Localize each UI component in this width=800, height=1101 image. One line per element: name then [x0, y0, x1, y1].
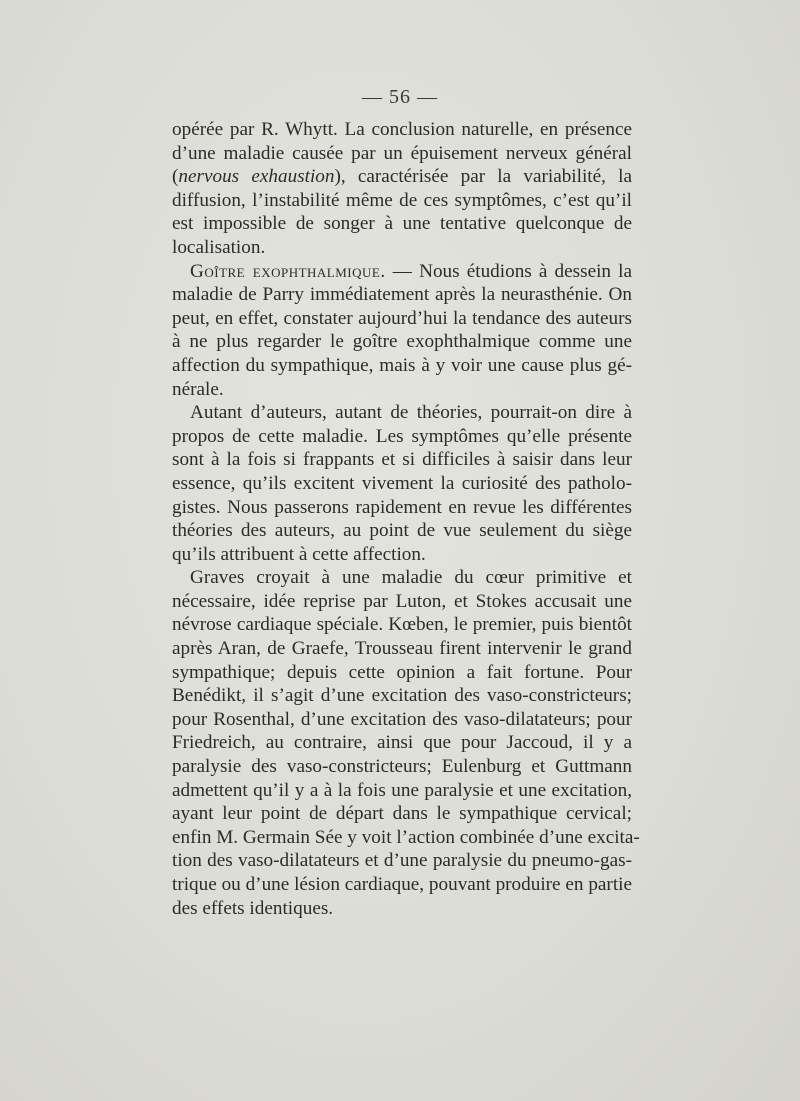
text-fragment: d’une maladie causée par un épuisement nerveux général [172, 142, 632, 164]
text-fragment: qu’ils attribuent à cette affection. [172, 543, 426, 565]
text-line [172, 661, 632, 685]
text-fragment: théories des auteurs, au point de vue seulement du siège [172, 520, 632, 542]
text-fragment: sympathique; depuis cette opinion a fait fortune. Pour [172, 661, 632, 683]
italic-phrase: nervous exhaustion [178, 166, 335, 188]
text-fragment: nécessaire, idée reprise par Luton, et Stokes accusait une [172, 590, 632, 612]
text-line [172, 873, 632, 897]
text-line [172, 378, 632, 402]
text-line [172, 684, 632, 708]
text-line [172, 897, 632, 921]
body-text [172, 118, 640, 920]
text-line [172, 708, 632, 732]
text-line [172, 142, 632, 166]
text-fragment: Autant d’auteurs, autant de théories, pourrait-on dire à [190, 402, 632, 424]
text-fragment: diffusion, l’instabilité même de ces symptômes, c’est qu’il [172, 189, 632, 211]
text-fragment: est impossible de songer à une tentative quelconque de [172, 213, 632, 235]
text-line [172, 425, 632, 449]
text-line [172, 519, 632, 543]
text-fragment: des effets identiques. [172, 897, 334, 919]
text-fragment: ( [172, 166, 179, 188]
text-fragment: affection du sympathique, mais à y voir une cause plus gé- [172, 354, 632, 376]
text-fragment: enfin M. Germain Sée y voit l’action combinée d’une excita- [172, 826, 640, 848]
text-line [172, 401, 632, 425]
text-line [172, 613, 632, 637]
text-line [172, 849, 632, 873]
text-fragment: — Nous étudions à dessein la [385, 260, 632, 282]
text-line [172, 590, 632, 614]
page-number: — 56 — [362, 86, 438, 108]
text-line [172, 330, 632, 354]
text-fragment: pour Rosenthal, d’une excitation des vaso-dilatateurs; pour [172, 708, 632, 730]
text-line [172, 566, 632, 590]
text-fragment: tion des vaso-dilatateurs et d’une paralysie du pneumo-gas- [172, 850, 632, 872]
text-line [172, 165, 632, 189]
text-fragment: ), caractérisée par la variabilité, la [334, 166, 632, 188]
text-fragment: gistes. Nous passerons rapidement en revue les différentes [172, 496, 632, 518]
text-fragment: propos de cette maladie. Les symptômes qu’elle présente [172, 425, 632, 447]
text-line [172, 731, 632, 755]
text-line [172, 496, 632, 520]
text-fragment: Graves croyait à une maladie du cœur primitive et [190, 567, 632, 589]
text-fragment: trique ou d’une lésion cardiaque, pouvant produire en partie [172, 874, 632, 895]
text-line [172, 118, 632, 142]
text-line [172, 283, 632, 307]
text-fragment: admettent qu’il y a à la fois une paralysie et une excitation, [172, 779, 632, 801]
text-fragment: peut, en effet, constater aujourd’hui la tendance des auteurs [172, 307, 632, 329]
text-line [172, 802, 632, 826]
text-line [172, 354, 632, 378]
text-line [172, 189, 632, 213]
text-fragment: Friedreich, au contraire, ainsi que pour Jaccoud, il y a [172, 732, 632, 754]
text-line [172, 236, 632, 260]
text-line [172, 779, 632, 803]
text-fragment: Benédikt, il s’agit d’une excitation des vaso-constricteurs; [172, 685, 632, 707]
text-line [172, 448, 632, 472]
text-fragment: nérale. [172, 378, 224, 400]
text-line [172, 826, 640, 850]
text-line [172, 260, 632, 284]
text-fragment: névrose cardiaque spéciale. Kœben, le premier, puis bientôt [172, 614, 632, 636]
text-fragment: opérée par R. Whytt. La conclusion naturelle, en présence [172, 119, 632, 140]
text-line [172, 755, 632, 779]
text-fragment: à ne plus regarder le goître exophthalmique comme une [172, 331, 632, 353]
text-fragment: maladie de Parry immédiatement après la neurasthénie. On [172, 284, 632, 306]
text-line [172, 307, 632, 331]
text-fragment: essence, qu’ils excitent vivement la curiosité des patholo- [172, 472, 632, 494]
text-fragment: sont à la fois si frappants et si difficiles à saisir dans leur [172, 449, 632, 471]
text-line [172, 637, 632, 661]
text-fragment: paralysie des vaso-constricteurs; Eulenburg et Guttmann [172, 756, 632, 778]
text-fragment: localisation. [172, 236, 266, 258]
text-line [172, 543, 632, 567]
section-heading: Goître exophthalmique. [190, 260, 386, 282]
text-line [172, 472, 632, 496]
text-fragment: après Aran, de Graefe, Trousseau firent intervenir le grand [172, 638, 632, 660]
text-line [172, 212, 632, 236]
text-fragment: ayant leur point de départ dans le sympathique cervical; [172, 803, 632, 825]
